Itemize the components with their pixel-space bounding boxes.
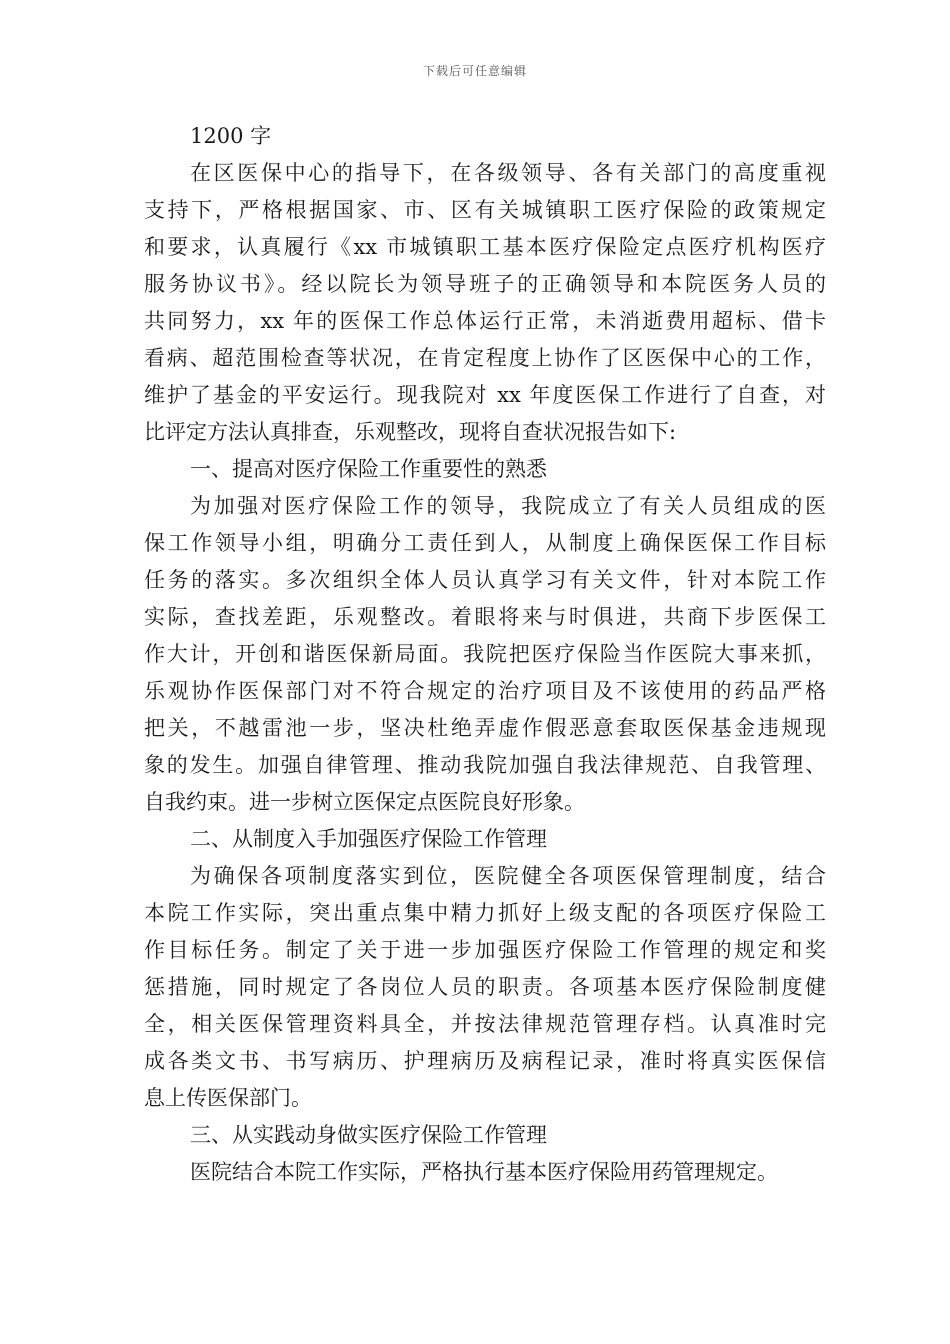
document-body — [144, 118, 826, 1191]
text-line: 成各类文书、书写病历、护理病历及病程记录，准时将真实医保信 — [144, 1049, 826, 1073]
text-line: 在区医保中心的指导下，在各级领导、各有关部门的高度重视 — [190, 161, 826, 185]
text-line: 和要求，认真履行《xx 市城镇职工基本医疗保险定点医疗机构医疗 — [144, 235, 826, 259]
text-line: 共同努力，xx 年的医保工作总体运行正常，未消逝费用超标、借卡 — [144, 309, 826, 333]
text-line: 把关，不越雷池一步，坚决杜绝弄虚作假恶意套取医保基金违规现 — [144, 716, 826, 740]
text-line: 比评定方法认真排查，乐观整改，现将自查状况报告如下: — [144, 420, 677, 444]
text-line: 作目标任务。制定了关于进一步加强医疗保险工作管理的规定和奖 — [144, 938, 826, 962]
text-line: 服务协议书》。经以院长为领导班子的正确领导和本院医务人员的 — [144, 272, 826, 296]
text-line: 三、从实践动身做实医疗保险工作管理 — [190, 1123, 547, 1147]
text-line: 本院工作实际，突出重点集中精力抓好上级支配的各项医疗保险工 — [144, 901, 826, 925]
text-line: 自我约束。进一步树立医保定点医院良好形象。 — [144, 790, 585, 814]
text-line: 二、从制度入手加强医疗保险工作管理 — [190, 827, 547, 851]
text-line: 作大计，开创和谐医保新局面。我院把医疗保险当作医院大事来抓， — [144, 642, 826, 666]
text-line: 为加强对医疗保险工作的领导，我院成立了有关人员组成的医 — [190, 494, 826, 518]
text-line: 乐观协作医保部门对不符合规定的治疗项目及不该使用的药品严格 — [144, 679, 826, 703]
text-line: 支持下，严格根据国家、市、区有关城镇职工医疗保险的政策规定 — [144, 198, 826, 222]
page-header: 下载后可任意编辑 — [422, 64, 527, 78]
text-line: 任务的落实。多次组织全体人员认真学习有关文件，针对本院工作 — [144, 568, 826, 592]
text-line: 实际，查找差距，乐观整改。着眼将来与时俱进，共商下步医保工 — [144, 605, 826, 629]
text-line: 息上传医保部门。 — [144, 1086, 312, 1110]
text-line: 1200 字 — [190, 124, 272, 148]
text-line: 惩措施，同时规定了各岗位人员的职责。各项基本医疗保险制度健 — [144, 975, 826, 999]
text-line: 看病、超范围检查等状况，在肯定程度上协作了区医保中心的工作， — [144, 346, 826, 370]
text-line: 维护了基金的平安运行。现我院对 xx 年度医保工作进行了自查，对 — [144, 383, 826, 407]
text-line: 保工作领导小组，明确分工责任到人，从制度上确保医保工作目标 — [144, 531, 826, 555]
text-line: 象的发生。加强自律管理、推动我院加强自我法律规范、自我管理、 — [144, 753, 826, 777]
text-line: 全，相关医保管理资料具全，并按法律规范管理存档。认真准时完 — [144, 1012, 826, 1036]
text-line: 为确保各项制度落实到位，医院健全各项医保管理制度，结合 — [190, 864, 826, 888]
text-line: 一、提高对医疗保险工作重要性的熟悉 — [190, 457, 547, 481]
text-line: 医院结合本院工作实际，严格执行基本医疗保险用药管理规定。 — [190, 1160, 778, 1184]
